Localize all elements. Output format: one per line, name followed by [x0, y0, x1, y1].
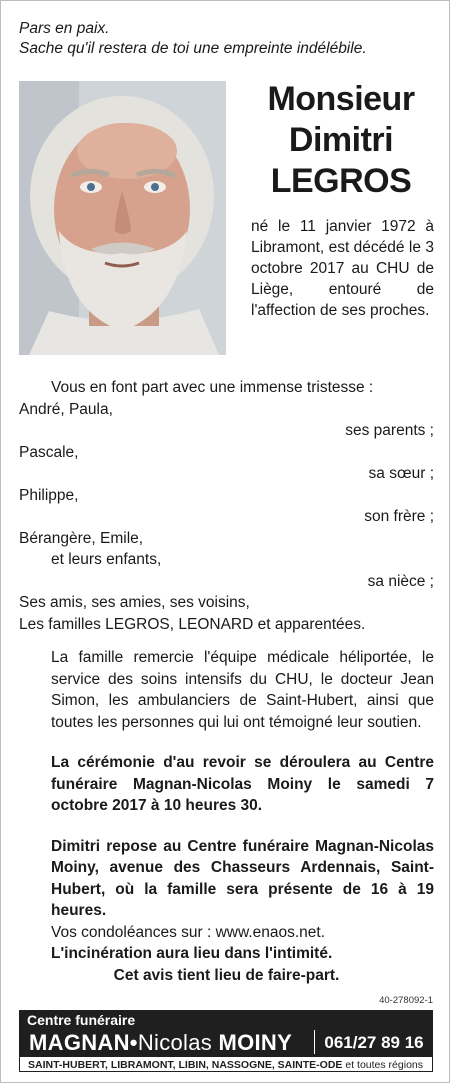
family-member-name: Philippe,	[19, 486, 79, 504]
brand-nicolas: Nicolas	[137, 1030, 213, 1055]
phone-number: 061/27 89 16	[314, 1030, 433, 1054]
friends-line: Ses amis, ses amies, ses voisins,	[19, 594, 250, 611]
condolences-line: Vos condoléances sur : www.enaos.net.	[51, 923, 325, 941]
family-member-sub: et leurs enfants,	[51, 551, 162, 568]
ceremony-paragraph: La cérémonie d'au revoir se déroulera au Centre funéraire Magnan-Nicolas Moiny le samedi 7 octobre 2017 à 10 heures 30.	[51, 754, 434, 814]
family-relation: son frère ;	[364, 508, 434, 525]
epigraph-line-2: Sache qu'il restera de toi une empreinte indélébile.	[19, 40, 367, 57]
name-first: Dimitri	[288, 121, 394, 159]
deceased-name	[241, 79, 441, 202]
rest-paragraph: Dimitri repose au Centre funéraire Magnan-Nicolas Moiny, avenue des Chasseurs Ardennais, Saint-Hubert, où la famille sera présente de 16 à 19 heures.	[51, 837, 434, 919]
thanks-paragraph: La famille remercie l'équipe médicale héliportée, le service des soins intensifs du CHU, le docteur Jean Simon, les ambulanciers de Saint-Hubert, ainsi que toutes les personnes qui lui ont témoigné leur soutien.	[51, 649, 434, 731]
family-member-name: Pascale,	[19, 443, 79, 461]
epigraph-line-1: Pars en paix.	[19, 20, 110, 37]
locations-list: SAINT-HUBERT, LIBRAMONT, LIBIN, NASSOGNE, SAINTE-ODE	[28, 1059, 343, 1071]
portrait-photo	[19, 81, 226, 355]
name-last: LEGROS	[270, 162, 412, 200]
funeral-home-brand	[29, 1030, 292, 1056]
biography: né le 11 janvier 1972 à Libramont, est décédé le 3 octobre 2017 au CHU de Liège, entouré de l'affection de ses proches.	[251, 218, 434, 319]
family-relation: sa nièce ;	[367, 572, 434, 590]
funeral-home-label: Centre funéraire	[19, 1010, 141, 1029]
announcement: Vous en font part avec une immense tristesse :	[51, 379, 374, 396]
locations-extra: et toutes régions	[345, 1059, 423, 1071]
notice-line: Cet avis tient lieu de faire-part.	[113, 966, 340, 984]
epigraph	[19, 19, 439, 59]
service-locations	[19, 1056, 433, 1072]
family-member-name: André, Paula,	[19, 400, 113, 418]
portrait-illustration	[19, 81, 226, 355]
families-line: Les familles LEGROS, LEONARD et apparentées.	[19, 615, 366, 633]
family-relation: sa sœur ;	[368, 465, 434, 482]
brand-separator: •	[129, 1030, 138, 1055]
brand-moiny: MOINY	[218, 1030, 293, 1055]
family-member-name: Bérangère, Emile,	[19, 529, 144, 547]
cremation-line: L'incinération aura lieu dans l'intimité.	[51, 945, 333, 962]
family-relation: ses parents ;	[345, 422, 434, 439]
notice-body	[19, 377, 434, 986]
funeral-home-banner	[19, 1010, 433, 1072]
reference-number: 40-278092-1	[379, 995, 433, 1006]
brand-magnan: MAGNAN	[29, 1030, 130, 1055]
name-title: Monsieur	[267, 80, 415, 118]
